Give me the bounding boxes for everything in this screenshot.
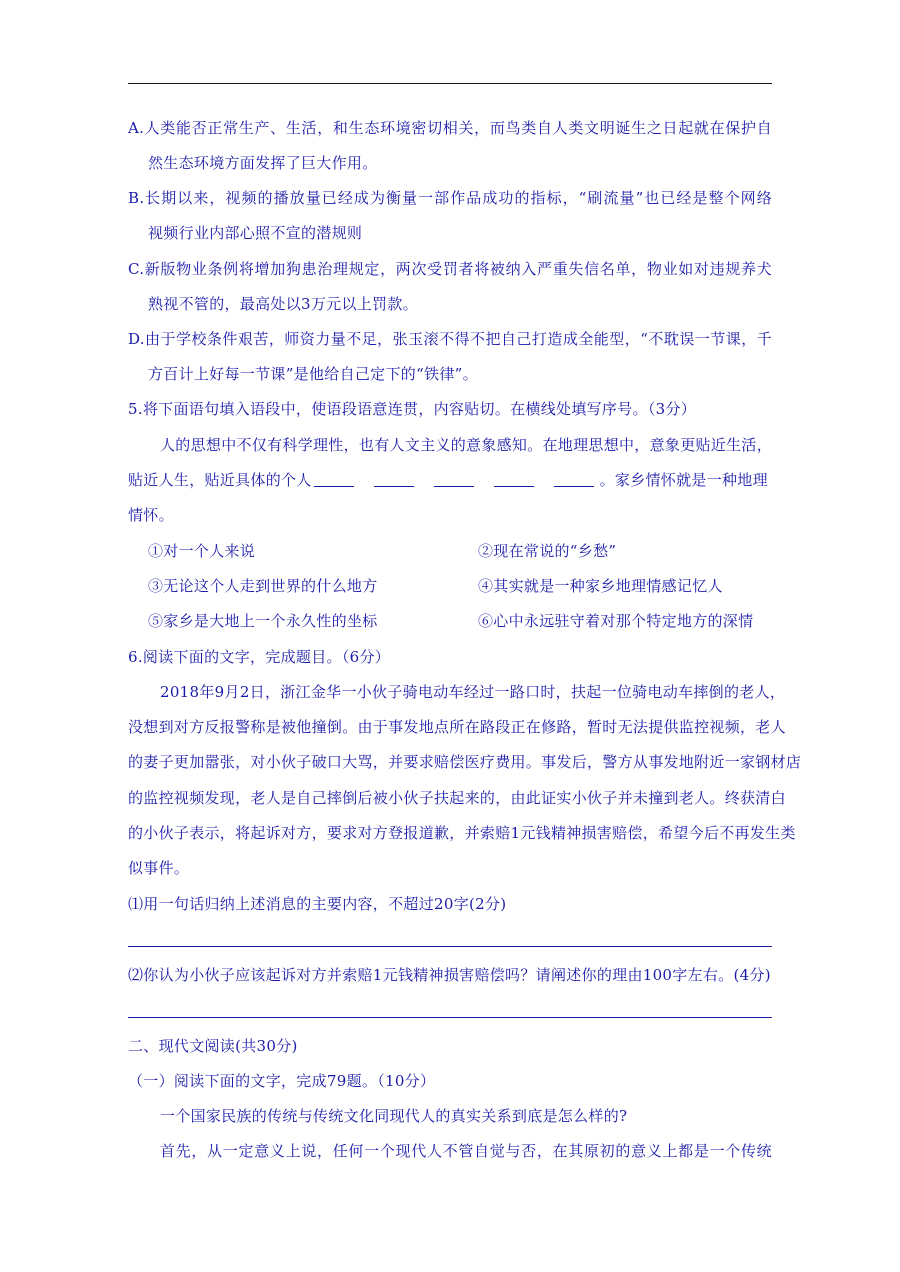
option-b-line2: 视频行业内部心照不宣的潜规则 — [148, 224, 363, 242]
q5-option-6: ⑥心中永远驻守着对那个特定地方的深情 — [478, 612, 754, 630]
q5-para-line3: 情怀。 — [128, 506, 174, 524]
option-c-line1: C.新版物业条例将增加狗患治理规定，两次受罚者将被纳入严重失信名单，物业如对违规养犬 — [128, 260, 772, 278]
option-c-line2: 熟视不管的，最高处以3万元以上罚款。 — [148, 295, 418, 313]
section2-para2: 首先，从一定意义上说，任何一个现代人不管自觉与否，在其原初的意义上都是一个传统 — [160, 1142, 772, 1160]
q6-para-line1: 2018年9月2日，浙江金华一小伙子骑电动车经过一路口时，扶起一位骑电动车摔倒的老人， — [160, 683, 786, 701]
q5-blank-3[interactable] — [434, 472, 474, 487]
option-a-line1: A.人类能否正常生产、生活，和生态环境密切相关，而鸟类自人类文明诞生之日起就在保护自 — [128, 119, 772, 137]
q5-para-line2-text: 贴近人生，贴近具体的个人 — [128, 471, 312, 489]
section2-part1: （一）阅读下面的文字，完成79题。（10分） — [128, 1072, 436, 1090]
q5-stem: 5.将下面语句填入语段中，使语段语意连贯，内容贴切。在横线处填写序号。（3分） — [128, 400, 697, 418]
option-d-line2: 方百计上好每一节课”是他给自己定下的“铁律”。 — [148, 365, 478, 383]
answer-line-2[interactable] — [128, 1017, 772, 1018]
q5-blank-2[interactable] — [374, 472, 414, 487]
q5-option-5: ⑤家乡是大地上一个永久性的坐标 — [148, 612, 378, 630]
q5-blank-4[interactable] — [494, 472, 534, 487]
top-rule — [128, 83, 772, 84]
q6-para-line5: 的小伙子表示，将起诉对方，要求对方登报道歉，并索赔1元钱精神损害赔偿，希望今后不再发生类 — [128, 824, 796, 842]
q6-para-line4: 的监控视频发现，老人是自己摔倒后被小伙子扶起来的，由此证实小伙子并未撞到老人。终获清白 — [128, 789, 786, 807]
q5-blank-1[interactable] — [314, 472, 354, 487]
q6-sub1: ⑴用一句话归纳上述消息的主要内容，不超过20字(2分) — [128, 895, 507, 913]
q6-para-line2: 没想到对方反报警称是被他撞倒。由于事发地点所在路段正在修路，暂时无法提供监控视频，老人 — [128, 718, 786, 736]
q5-para-line2 — [128, 470, 768, 490]
q6-stem: 6.阅读下面的文字，完成题目。（6分） — [128, 648, 391, 666]
option-a-line2: 然生态环境方面发挥了巨大作用。 — [148, 154, 378, 172]
answer-line-1[interactable] — [128, 946, 772, 947]
option-b-line1: B.长期以来，视频的播放量已经成为衡量一部作品成功的指标，“刷流量”也已经是整个网络 — [128, 189, 772, 207]
option-d-line1: D.由于学校条件艰苦，师资力量不足，张玉滚不得不把自己打造成全能型，“不耽误一节课，千 — [128, 330, 772, 348]
q5-para-line1: 人的思想中不仅有科学理性，也有人文主义的意象感知。在地理思想中，意象更贴近生活， — [160, 436, 773, 454]
q6-para-line6: 似事件。 — [128, 859, 190, 877]
q5-option-3: ③无论这个人走到世界的什么地方 — [148, 577, 378, 595]
q6-para-line3: 的妻子更加嚣张，对小伙子破口大骂，并要求赔偿医疗费用。事发后，警方从事发地附近一家钢材店 — [128, 753, 802, 771]
q5-blank-5[interactable] — [554, 472, 594, 487]
q5-option-4: ④其实就是一种家乡地理情感记忆人 — [478, 577, 723, 595]
q5-option-2: ②现在常说的“乡愁” — [478, 542, 617, 560]
q6-sub2: ⑵你认为小伙子应该起诉对方并索赔1元钱精神损害赔偿吗？请阐述你的理由100字左右。(4分) — [128, 966, 771, 984]
q5-option-1: ①对一个人来说 — [148, 542, 256, 560]
q5-para-line2-tail: 。家乡情怀就是一种地理 — [599, 471, 768, 489]
section2-para1: 一个国家民族的传统与传统文化同现代人的真实关系到底是怎么样的? — [160, 1107, 628, 1125]
section2-heading: 二、现代文阅读(共30分) — [128, 1037, 298, 1055]
